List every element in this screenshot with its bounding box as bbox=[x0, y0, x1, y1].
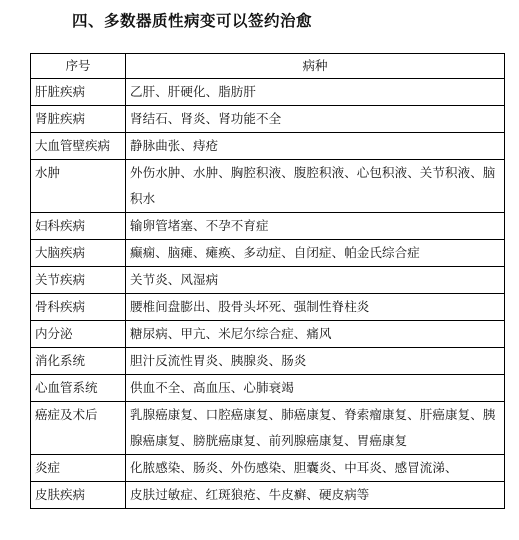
row-diseases: 腰椎间盘膨出、股骨头坏死、强制性脊柱炎 bbox=[126, 294, 505, 321]
row-diseases: 输卵管堵塞、不孕不育症 bbox=[126, 213, 505, 240]
table-row bbox=[31, 213, 505, 240]
row-category: 内分泌 bbox=[31, 321, 126, 348]
row-diseases: 关节炎、风湿病 bbox=[126, 267, 505, 294]
page-title: 四、多数器质性病变可以签约治愈 bbox=[72, 11, 313, 30]
row-category: 关节疾病 bbox=[31, 267, 126, 294]
row-category: 消化系统 bbox=[31, 348, 126, 375]
table-row bbox=[31, 106, 505, 133]
row-category: 肝脏疾病 bbox=[31, 79, 126, 106]
table-row bbox=[31, 294, 505, 321]
row-category: 大脑疾病 bbox=[31, 240, 126, 267]
table-row bbox=[31, 402, 505, 455]
row-diseases: 化脓感染、肠炎、外伤感染、胆囊炎、中耳炎、感冒流涕、 bbox=[126, 455, 505, 482]
row-category: 妇科疾病 bbox=[31, 213, 126, 240]
table-header-row bbox=[31, 54, 505, 79]
table-row bbox=[31, 321, 505, 348]
row-category: 皮肤疾病 bbox=[31, 482, 126, 509]
row-category: 大血管壁疾病 bbox=[31, 133, 126, 160]
row-category: 心血管系统 bbox=[31, 375, 126, 402]
row-diseases: 供血不全、高血压、心肺衰竭 bbox=[126, 375, 505, 402]
table-row bbox=[31, 267, 505, 294]
row-diseases: 癫痫、脑瘫、瘫痪、多动症、自闭症、帕金氏综合症 bbox=[126, 240, 505, 267]
row-diseases: 糖尿病、甲亢、米尼尔综合症、痛风 bbox=[126, 321, 505, 348]
row-diseases: 乙肝、肝硬化、脂肪肝 bbox=[126, 79, 505, 106]
row-diseases: 静脉曲张、痔疮 bbox=[126, 133, 505, 160]
row-diseases: 外伤水肿、水肿、胸腔积液、腹腔积液、心包积液、关节积液、脑积水 bbox=[126, 160, 505, 213]
table-row bbox=[31, 79, 505, 106]
table-row bbox=[31, 133, 505, 160]
row-diseases: 肾结石、肾炎、肾功能不全 bbox=[126, 106, 505, 133]
row-category: 癌症及术后 bbox=[31, 402, 126, 455]
table-row bbox=[31, 240, 505, 267]
row-category: 水肿 bbox=[31, 160, 126, 213]
row-category: 肾脏疾病 bbox=[31, 106, 126, 133]
row-category: 炎症 bbox=[31, 455, 126, 482]
row-diseases: 胆汁反流性胃炎、胰腺炎、肠炎 bbox=[126, 348, 505, 375]
table-row bbox=[31, 375, 505, 402]
row-category: 骨科疾病 bbox=[31, 294, 126, 321]
header-index: 序号 bbox=[31, 54, 126, 79]
disease-table bbox=[30, 53, 505, 509]
table-row bbox=[31, 160, 505, 213]
table-row bbox=[31, 482, 505, 509]
table-row bbox=[31, 348, 505, 375]
header-disease-type: 病种 bbox=[126, 54, 505, 79]
table-row bbox=[31, 455, 505, 482]
row-diseases: 皮肤过敏症、红斑狼疮、牛皮癣、硬皮病等 bbox=[126, 482, 505, 509]
row-diseases: 乳腺癌康复、口腔癌康复、肺癌康复、脊索瘤康复、肝癌康复、胰腺癌康复、膀胱癌康复、前列腺癌康复、胃癌康复 bbox=[126, 402, 505, 455]
